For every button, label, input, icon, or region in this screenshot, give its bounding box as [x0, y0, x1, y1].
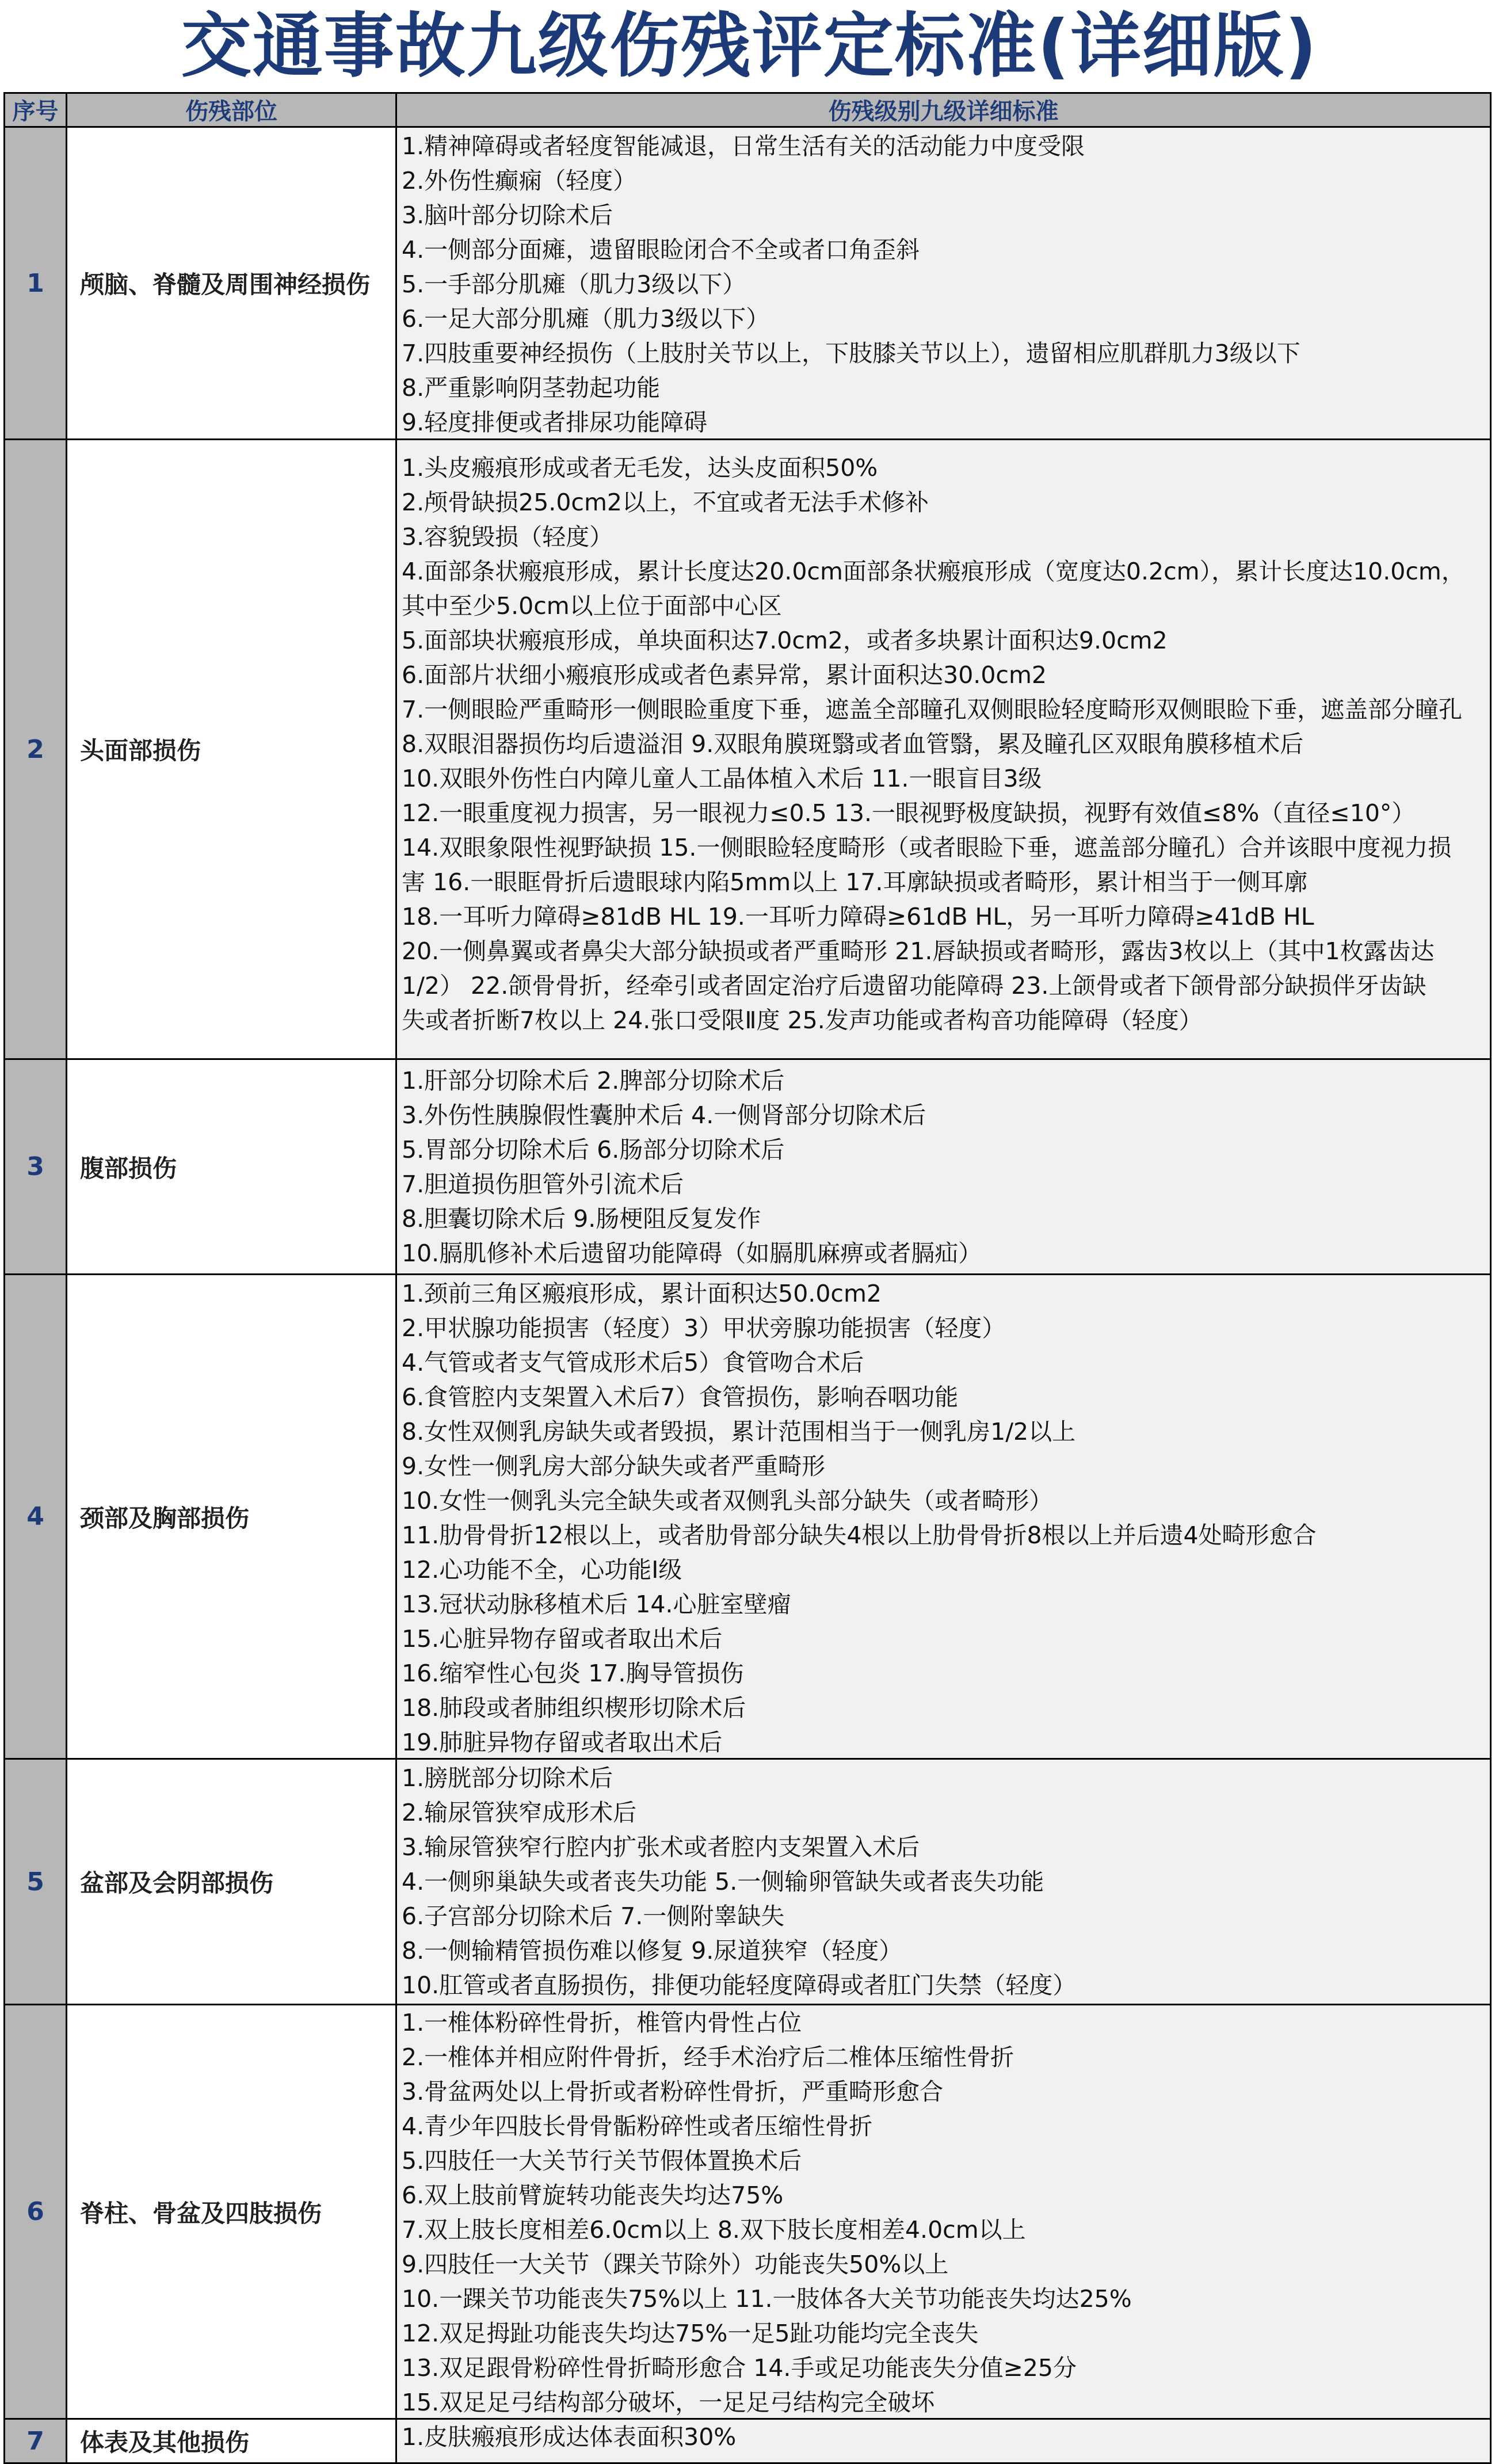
- detail-line: 10.双眼外伤性白内障儿童人工晶体植入术后 11.一眼盲目3级: [402, 765, 1042, 792]
- detail-line: 3.脑叶部分切除术后: [402, 201, 613, 229]
- detail-line: 5.一手部分肌瘫（肌力3级以下）: [402, 270, 746, 298]
- detail-line: 8.一侧输精管损伤难以修复 9.尿道狭窄（轻度）: [402, 1937, 903, 1965]
- detail-line: 2.输尿管狭窄成形术后: [402, 1799, 637, 1826]
- detail-line: 1.肝部分切除术后 2.脾部分切除术后: [402, 1067, 785, 1094]
- detail-line: 14.双眼象限性视野缺损 15.一侧眼睑轻度畸形（或者眼睑下垂，遮盖部分瞳孔）合并该眼中度视力损: [402, 834, 1452, 861]
- detail-line: 失或者折断7枚以上 24.张口受限Ⅱ度 25.发声功能或者构音功能障碍（轻度）: [402, 1006, 1203, 1034]
- detail-line: 8.双眼泪器损伤均后遗溢泪 9.双眼角膜斑翳或者血管翳，累及瞳孔区双眼角膜移植术后: [402, 730, 1304, 758]
- detail-line: 13.双足跟骨粉碎性骨折畸形愈合 14.手或足功能丧失分值≥25分: [402, 2354, 1077, 2382]
- detail-line: 2.一椎体并相应附件骨折，经手术治疗后二椎体压缩性骨折: [402, 2043, 1014, 2071]
- detail-line: 4.面部条状瘢痕形成，累计长度达20.0cm面部条状瘢痕形成（宽度达0.2cm），累计长度达10.0cm，: [402, 558, 1465, 585]
- detail-line: 12.一眼重度视力损害，另一眼视力≤0.5 13.一眼视野极度缺损，视野有效值≤8%（直径≤10°）: [402, 799, 1416, 827]
- detail-line: 10.膈肌修补术后遗留功能障碍（如膈肌麻痹或者膈疝）: [402, 1239, 982, 1267]
- detail-line: 10.一踝关节功能丧失75%以上 11.一肢体各大关节功能丧失均达25%: [402, 2285, 1132, 2313]
- row-7-details: [395, 2418, 1492, 2464]
- row-1-part: 颅脑、脊髓及周围神经损伤: [66, 126, 397, 440]
- row-2-number: 2: [3, 438, 67, 1060]
- detail-line: 16.缩窄性心包炎 17.胸导管损伤: [402, 1660, 744, 1687]
- header-part: 伤残部位: [66, 92, 397, 128]
- detail-line: 1/2） 22.颌骨骨折，经牵引或者固定治疗后遗留功能障碍 23.上颌骨或者下颌骨部分缺损伴牙齿缺: [402, 972, 1426, 1000]
- row-5-part: 盆部及会阴部损伤: [66, 1758, 397, 2005]
- detail-line: 2.颅骨缺损25.0cm2以上，不宜或者无法手术修补: [402, 489, 929, 516]
- row-4-part: 颈部及胸部损伤: [66, 1273, 397, 1760]
- row-1-number: 1: [3, 126, 67, 440]
- detail-line: 9.四肢任一大关节（踝关节除外）功能丧失50%以上: [402, 2251, 949, 2278]
- row-6-details: [395, 2004, 1492, 2420]
- detail-line: 11.肋骨骨折12根以上，或者肋骨部分缺失4根以上肋骨骨折8根以上并后遗4处畸形愈合: [402, 1521, 1317, 1549]
- detail-line: 13.冠状动脉移植术后 14.心脏室壁瘤: [402, 1590, 791, 1618]
- detail-line: 3.骨盆两处以上骨折或者粉碎性骨折，严重畸形愈合: [402, 2078, 944, 2106]
- detail-line: 4.一侧卵巢缺失或者丧失功能 5.一侧输卵管缺失或者丧失功能: [402, 1868, 1044, 1895]
- detail-line: 12.心功能不全，心功能Ⅰ级: [402, 1556, 682, 1584]
- header-detail: 伤残级别九级详细标准: [395, 92, 1492, 128]
- detail-line: 10.肛管或者直肠损伤，排便功能轻度障碍或者肛门失禁（轻度）: [402, 1971, 1077, 1999]
- detail-line: 8.胆囊切除术后 9.肠梗阻反复发作: [402, 1205, 761, 1233]
- row-3-details: [395, 1058, 1492, 1275]
- row-7-number: 7: [3, 2418, 67, 2464]
- detail-line: 6.面部片状细小瘢痕形成或者色素异常，累计面积达30.0cm2: [402, 661, 1047, 689]
- detail-line: 5.面部块状瘢痕形成，单块面积达7.0cm2，或者多块累计面积达9.0cm2: [402, 627, 1168, 654]
- detail-line: 7.胆道损伤胆管外引流术后: [402, 1170, 684, 1198]
- detail-line: 1.一椎体粉碎性骨折，椎管内骨性占位: [402, 2009, 802, 2036]
- row-4-details: [395, 1273, 1492, 1760]
- detail-line: 1.头皮瘢痕形成或者无毛发，达头皮面积50%: [402, 454, 878, 482]
- detail-line: 3.容貌毁损（轻度）: [402, 523, 613, 551]
- row-4-number: 4: [3, 1273, 67, 1760]
- row-1-details: [395, 126, 1492, 440]
- detail-line: 3.输尿管狭窄行腔内扩张术或者腔内支架置入术后: [402, 1833, 920, 1861]
- detail-line: 19.肺脏异物存留或者取出术后: [402, 1729, 723, 1756]
- row-2-details: [395, 438, 1492, 1060]
- detail-line: 8.严重影响阴茎勃起功能: [402, 374, 661, 402]
- row-3-part: 腹部损伤: [66, 1058, 397, 1275]
- page-title: 交通事故九级伤残评定标准(详细版): [181, 5, 1318, 87]
- detail-line: 2.甲状腺功能损害（轻度）3）甲状旁腺功能损害（轻度）: [402, 1314, 1006, 1342]
- detail-line: 18.一耳听力障碍≥81dB HL 19.一耳听力障碍≥61dB HL，另一耳听力障碍≥41dB HL: [402, 903, 1314, 930]
- detail-line: 6.子宫部分切除术后 7.一侧附睾缺失: [402, 1902, 785, 1930]
- detail-line: 其中至少5.0cm以上位于面部中心区: [402, 592, 782, 620]
- detail-line: 20.一侧鼻翼或者鼻尖大部分缺损或者严重畸形 21.唇缺损或者畸形，露齿3枚以上（其中1枚露齿达: [402, 937, 1435, 965]
- detail-line: 9.轻度排便或者排尿功能障碍: [402, 409, 708, 436]
- detail-line: 7.四肢重要神经损伤（上肢肘关节以上，下肢膝关节以上），遗留相应肌群肌力3级以下: [402, 340, 1300, 367]
- row-3-number: 3: [3, 1058, 67, 1275]
- detail-line: 5.四肢任一大关节行关节假体置换术后: [402, 2147, 802, 2175]
- row-6-part: 脊柱、骨盆及四肢损伤: [66, 2004, 397, 2420]
- detail-line: 3.外伤性胰腺假性囊肿术后 4.一侧肾部分切除术后: [402, 1101, 926, 1129]
- detail-line: 6.食管腔内支架置入术后7）食管损伤，影响吞咽功能: [402, 1383, 959, 1411]
- detail-line: 9.女性一侧乳房大部分缺失或者严重畸形: [402, 1452, 826, 1480]
- detail-line: 7.一侧眼睑严重畸形一侧眼睑重度下垂，遮盖全部瞳孔双侧眼睑轻度畸形双侧眼睑下垂，遮盖部分瞳孔: [402, 696, 1463, 723]
- detail-line: 15.双足足弓结构部分破坏，一足足弓结构完全破坏: [402, 2389, 935, 2416]
- row-7-part: 体表及其他损伤: [66, 2418, 397, 2464]
- detail-line: 害 16.一眼眶骨折后遗眼球内陷5mm以上 17.耳廓缺损或者畸形，累计相当于一侧耳廓: [402, 868, 1308, 896]
- detail-line: 1.颈前三角区瘢痕形成，累计面积达50.0cm2: [402, 1280, 882, 1307]
- row-5-details: [395, 1758, 1492, 2005]
- detail-line: 2.外伤性癫痫（轻度）: [402, 167, 637, 194]
- detail-line: 6.一足大部分肌瘫（肌力3级以下）: [402, 305, 770, 333]
- detail-line: 5.胃部分切除术后 6.肠部分切除术后: [402, 1136, 785, 1164]
- detail-line: 8.女性双侧乳房缺失或者毁损，累计范围相当于一侧乳房1/2以上: [402, 1418, 1076, 1445]
- detail-line: 4.气管或者支气管成形术后5）食管吻合术后: [402, 1349, 864, 1376]
- detail-line: 1.皮肤瘢痕形成达体表面积30%: [402, 2423, 737, 2451]
- detail-line: 1.膀胱部分切除术后: [402, 1764, 613, 1792]
- detail-line: 15.心脏异物存留或者取出术后: [402, 1625, 723, 1653]
- detail-line: 6.双上肢前臂旋转功能丧失均达75%: [402, 2181, 784, 2209]
- detail-line: 7.双上肢长度相差6.0cm以上 8.双下肢长度相差4.0cm以上: [402, 2216, 1026, 2244]
- detail-line: 4.青少年四肢长骨骨骺粉碎性或者压缩性骨折: [402, 2112, 873, 2140]
- row-6-number: 6: [3, 2004, 67, 2420]
- row-5-number: 5: [3, 1758, 67, 2005]
- detail-line: 10.女性一侧乳头完全缺失或者双侧乳头部分缺失（或者畸形）: [402, 1487, 1053, 1515]
- detail-line: 1.精神障碍或者轻度智能减退，日常生活有关的活动能力中度受限: [402, 132, 1085, 160]
- row-2-part: 头面部损伤: [66, 438, 397, 1060]
- detail-line: 4.一侧部分面瘫，遗留眼睑闭合不全或者口角歪斜: [402, 236, 920, 264]
- detail-line: 18.肺段或者肺组织楔形切除术后: [402, 1694, 746, 1722]
- detail-line: 12.双足拇趾功能丧失均达75%一足5趾功能均完全丧失: [402, 2320, 979, 2347]
- header-no: 序号: [3, 92, 67, 128]
